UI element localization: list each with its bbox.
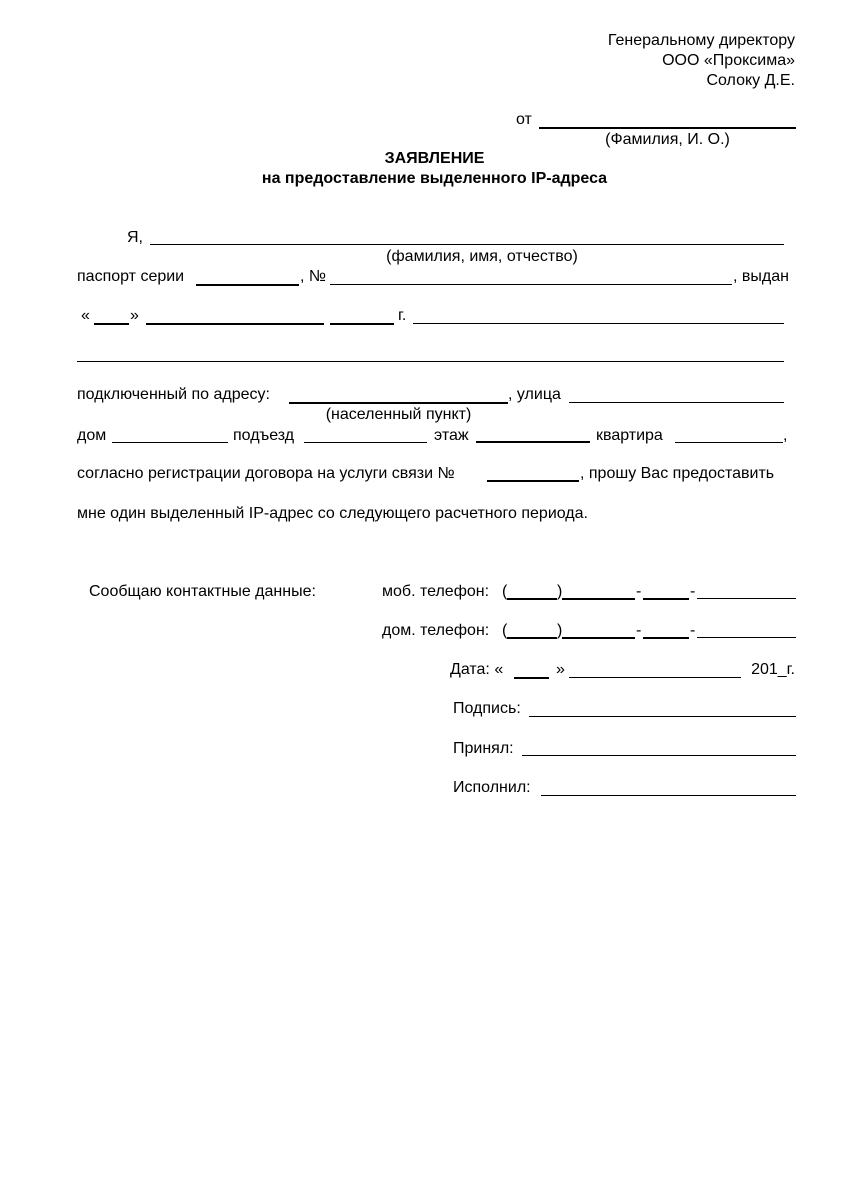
home-dash-1: -	[636, 622, 642, 639]
apartment-line[interactable]	[675, 442, 783, 443]
signature-line[interactable]	[529, 716, 796, 717]
issue-day-quote-close: »	[130, 307, 139, 324]
entrance-line[interactable]	[304, 442, 427, 443]
issue-month-line[interactable]	[146, 323, 324, 325]
mobile-dash-1: -	[636, 583, 642, 600]
issued-label: , выдан	[733, 268, 789, 285]
issue-year-line[interactable]	[330, 323, 394, 325]
home-part-2-line[interactable]	[643, 637, 689, 639]
signature-label: Подпись:	[453, 700, 521, 717]
addressee-line-2: ООО «Проксима»	[662, 52, 795, 69]
apartment-label: квартира	[596, 427, 663, 444]
home-part-1-line[interactable]	[562, 637, 635, 639]
executed-line[interactable]	[541, 795, 796, 796]
mobile-code-line[interactable]	[507, 598, 557, 600]
mobile-part-2-line[interactable]	[643, 598, 689, 600]
fio-line[interactable]	[150, 244, 784, 245]
issue-day-line[interactable]	[94, 323, 129, 325]
floor-line[interactable]	[476, 441, 590, 443]
issue-day-quote-open: «	[81, 307, 90, 324]
passport-number-label: , №	[300, 268, 327, 285]
contacts-label: Сообщаю контактные данные:	[89, 583, 316, 600]
addressee-line-3: Солоку Д.Е.	[706, 72, 795, 89]
passport-series-label: паспорт серии	[77, 268, 185, 285]
contract-request: , прошу Вас предоставить	[580, 465, 775, 482]
date-year: 201_г.	[751, 661, 795, 678]
contract-label: согласно регистрации договора на услуги связи №	[77, 465, 455, 482]
mobile-part-1-line[interactable]	[562, 598, 635, 600]
from-name-line[interactable]	[539, 127, 796, 129]
issuer-line-2[interactable]	[77, 361, 784, 362]
issue-year-suffix: г.	[398, 307, 407, 324]
accepted-label: Принял:	[453, 740, 514, 757]
mobile-dash-2: -	[690, 583, 696, 600]
home-dash-2: -	[690, 622, 696, 639]
document-subtitle: на предоставление выделенного IP-адреса	[261, 170, 608, 187]
passport-number-line[interactable]	[330, 284, 732, 285]
address-label: подключенный по адресу:	[77, 386, 270, 403]
document-title: ЗАЯВЛЕНИЕ	[384, 150, 485, 167]
from-label: от	[516, 111, 532, 128]
contract-number-line[interactable]	[487, 480, 579, 482]
home-phone-label: дом. телефон:	[382, 622, 490, 639]
fio-hint: (фамилия, имя, отчество)	[386, 248, 578, 265]
street-line[interactable]	[569, 402, 784, 403]
from-hint: (Фамилия, И. О.)	[605, 131, 730, 148]
date-day-line[interactable]	[514, 677, 549, 679]
executed-label: Исполнил:	[453, 779, 531, 796]
settlement-line[interactable]	[289, 402, 508, 404]
accepted-line[interactable]	[522, 755, 796, 756]
house-line[interactable]	[112, 442, 228, 443]
ya-label: Я,	[127, 229, 143, 246]
home-code-line[interactable]	[507, 637, 557, 639]
mobile-phone-label: моб. телефон:	[382, 583, 490, 600]
addressee-line-1: Генеральному директору	[607, 32, 795, 49]
date-label: Дата: «	[450, 661, 504, 678]
home-paren-open: (	[502, 622, 508, 639]
mobile-part-3-line[interactable]	[697, 598, 796, 599]
date-month-line[interactable]	[569, 677, 741, 678]
issuer-line-1[interactable]	[413, 323, 784, 324]
mobile-paren-open: (	[502, 583, 508, 600]
house-label: дом	[77, 427, 107, 444]
floor-label: этаж	[434, 427, 469, 444]
home-part-3-line[interactable]	[697, 637, 796, 638]
apartment-comma: ,	[783, 427, 788, 444]
request-text: мне один выделенный IP-адрес со следующего расчетного периода.	[77, 505, 588, 522]
home-paren-close: )	[557, 622, 563, 639]
passport-series-line[interactable]	[196, 284, 299, 286]
mobile-paren-close: )	[557, 583, 563, 600]
date-quote-close: »	[556, 661, 565, 678]
entrance-label: подъезд	[233, 427, 295, 444]
street-label: , улица	[508, 386, 561, 403]
settlement-hint: (населенный пункт)	[325, 406, 472, 423]
